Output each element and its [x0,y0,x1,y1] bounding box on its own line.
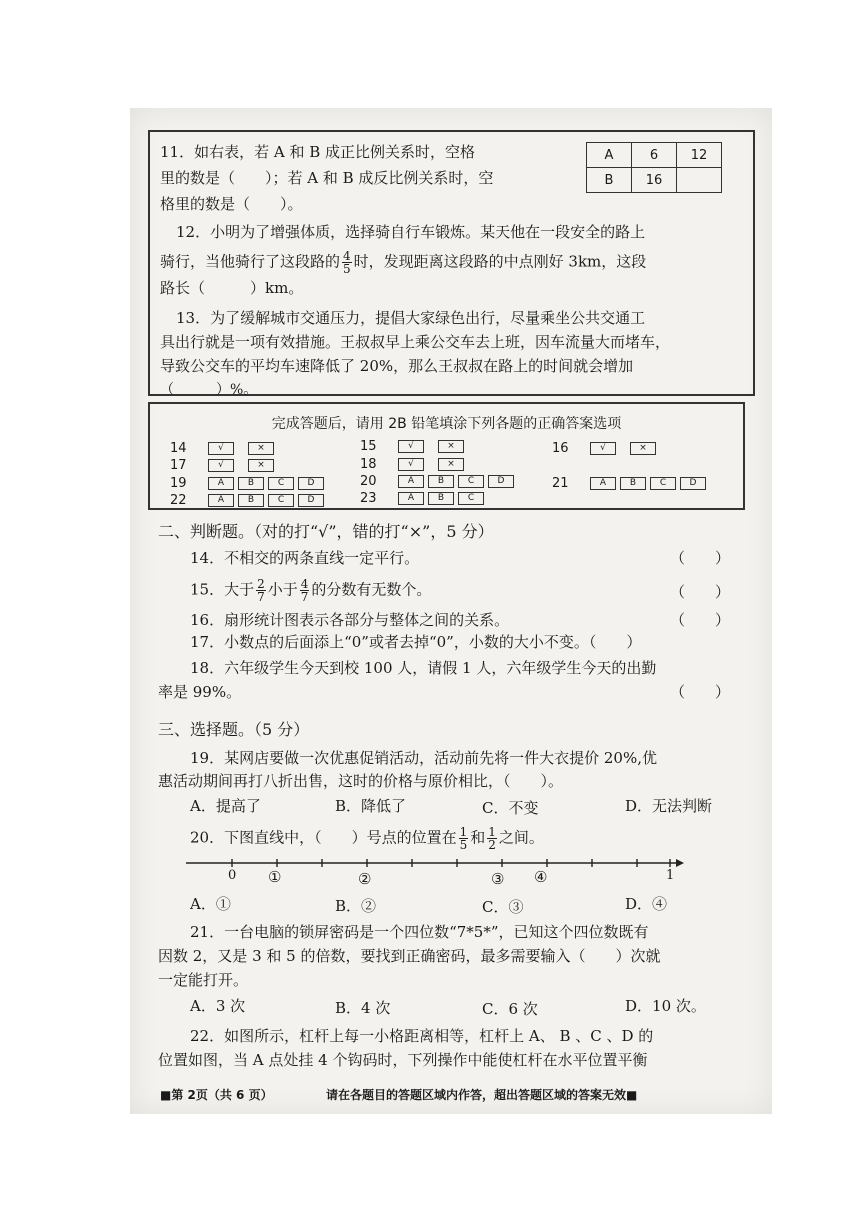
bubble-false[interactable]: × [438,440,464,453]
item-number: 14 [170,441,187,456]
q15-text-a: 15．大于 [190,580,255,599]
q15-answer-paren[interactable]: （ ） [670,583,731,601]
q20-option-d[interactable]: D．④ [625,895,668,913]
table-row [587,143,722,168]
q20-option-b[interactable]: B．② [335,897,377,915]
table-cell[interactable] [677,168,722,193]
section3-heading: 三、选择题。（5 分） [158,720,310,739]
bubble-a[interactable]: A [208,477,234,490]
bubble-a[interactable]: A [398,492,424,505]
table-cell: 12 [677,143,722,168]
q12-text-b: 时，发现距离这段路的中点刚好 3km，这段 [353,252,647,271]
point-3-label: ③ [491,870,505,888]
mc-item-20 [360,474,514,489]
number-line-label-start: 0 [228,868,237,883]
q13-line1: 13．为了缓解城市交通压力，提倡大家绿色出行，尽量乘坐公共交通工 [176,309,646,327]
q20-option-c[interactable]: C．③ [482,898,524,916]
q21-option-d[interactable]: D．10 次。 [625,997,706,1015]
frac-den: 2 [488,838,496,852]
frac-den: 5 [459,838,468,852]
q22-line1: 22．如图所示，杠杆上每一小格距离相等，杠杆上 A、 B 、C 、D 的 [190,1027,654,1045]
table-cell: A [587,143,632,168]
q21-line3: 一定能打开。 [158,971,249,989]
bubble-d[interactable]: D [488,475,514,488]
q21-option-a[interactable]: A．3 次 [190,997,246,1015]
frac-den: 5 [343,262,351,276]
bubble-d[interactable]: D [298,477,324,490]
footer-notice: 请在各题目的答题区域内作答，超出答题区域的答案无效■ [326,1088,638,1102]
q11-table [586,142,722,193]
table-cell: 16 [632,168,677,193]
number-line [186,856,686,886]
q13-line3: 导致公交车的平均车速降低了 20%，那么王叔叔在路上的时间就会增加 [160,357,634,375]
table-row [587,168,722,193]
q15-fraction-1 [256,578,266,603]
frac-den: 7 [300,590,309,604]
q20-fraction-1 [459,826,469,851]
q15-text-b: 小于 [267,580,298,599]
bubble-false[interactable]: × [630,442,656,455]
bubble-false[interactable]: × [248,459,274,472]
q11-line1: 11．如右表，若 A 和 B 成正比例关系时，空格 [160,143,476,161]
item-number: 17 [170,458,187,473]
q21-option-c[interactable]: C．6 次 [482,1000,538,1018]
bubble-true[interactable]: √ [208,459,234,472]
tf-item-15 [360,439,464,454]
tf-item-14 [170,441,274,456]
q12-text-a: 骑行，当他骑行了这段路的 [160,252,341,271]
bubble-a[interactable]: A [398,475,424,488]
point-1-label: ① [268,868,282,886]
tf-item-16 [552,441,656,456]
q19-line2: 惠活动期间再打八折出售，这时的价格与原价相比，（ ）。 [158,772,564,790]
mc-item-22 [170,493,324,508]
item-number: 19 [170,476,187,491]
q18-line2: 率是 99%。 [158,683,242,701]
bubble-true[interactable]: √ [398,458,424,471]
table-cell: B [587,168,632,193]
q11-line3: 格里的数是（ ）。 [160,195,303,213]
q20-fraction-2 [487,826,497,851]
bubble-d[interactable]: D [680,477,706,490]
q20-text-b: 和 [470,828,486,847]
item-number: 22 [170,493,187,508]
point-2-label: ② [358,870,372,888]
q21-line1: 21．一台电脑的锁屏密码是一个四位数“7*5*”，已知这个四位数既有 [190,923,649,941]
q12-line3: 路长（ ）km。 [160,279,304,297]
item-number: 23 [360,491,377,506]
q19-option-b[interactable]: B．降低了 [335,797,407,815]
mc-item-19 [170,476,324,491]
bubble-c[interactable]: C [650,477,676,490]
bubble-a[interactable]: A [590,477,616,490]
q18-line1: 18．六年级学生今天到校 100 人，请假 1 人，六年级学生今天的出勤 [190,659,657,677]
q14-answer-paren[interactable]: （ ） [670,549,731,567]
q14-text: 14．不相交的两条直线一定平行。 [190,549,420,567]
bubble-true[interactable]: √ [590,442,616,455]
answer-sheet-title: 完成答题后，请用 2B 铅笔填涂下列各题的正确答案选项 [271,416,622,432]
frac-num: 1 [488,825,496,839]
frac-num: 2 [257,577,265,591]
frac-num: 4 [343,249,351,263]
bubble-a[interactable]: A [208,494,234,507]
mc-item-21 [552,476,706,491]
q12-line2 [160,250,646,275]
q16-answer-paren[interactable]: （ ） [670,611,731,629]
q20-text-c: 之间。 [498,828,544,847]
mc-item-23 [360,491,484,506]
q15-text [190,578,431,603]
q21-option-b[interactable]: B．4 次 [335,999,391,1017]
tf-item-17 [170,458,274,473]
q22-line2: 位置如图，当 A 点处挂 4 个钩码时，下列操作中能使杠杆在水平位置平衡 [158,1051,648,1069]
frac-den: 7 [257,590,265,604]
frac-num: 1 [459,825,468,839]
q19-line1: 19．某网店要做一次优惠促销活动，活动前先将一件大衣提价 20%,优 [190,749,657,767]
bubble-b[interactable]: B [620,477,646,490]
bubble-true[interactable]: √ [208,442,234,455]
q19-option-c[interactable]: C．不变 [482,799,539,817]
q13-line2: 具出行就是一项有效措施。王叔叔早上乘公交车去上班，因车流量大而堵车， [160,333,671,351]
q18-answer-paren[interactable]: （ ） [670,683,731,701]
bubble-d[interactable]: D [298,494,324,507]
item-number: 18 [360,457,377,472]
q12-fraction [342,250,352,275]
number-line-arrow [676,859,684,867]
exam-page [130,108,772,1114]
answer-sheet [148,402,745,510]
item-number: 16 [552,441,569,456]
item-number: 21 [552,476,569,491]
q13-line4: （ ）%。 [160,382,258,398]
page-number: ■第 2页（共 6 页） [160,1088,273,1102]
q17-text: 17．小数点的后面添上“0”或者去掉“0”，小数的大小不变。（ ） [190,633,642,651]
bubble-c[interactable]: C [458,475,484,488]
q21-line2: 因数 2，又是 3 和 5 的倍数，要找到正确密码，最多需要输入（ ）次就 [158,947,661,965]
bubble-c[interactable]: C [268,477,294,490]
number-line-label-end: 1 [666,868,675,883]
bubble-b[interactable]: B [428,475,454,488]
bubble-b[interactable]: B [238,477,264,490]
item-number: 20 [360,474,377,489]
q15-text-c: 的分数有无数个。 [311,580,432,599]
q15-fraction-2 [300,578,310,603]
bubble-c[interactable]: C [268,494,294,507]
q19-option-a[interactable]: A．提高了 [190,797,261,815]
bubble-b[interactable]: B [238,494,264,507]
q16-text: 16．扇形统计图表示各部分与整体之间的关系。 [190,611,510,629]
tf-item-18 [360,457,464,472]
q20-text [190,826,544,851]
bubble-b[interactable]: B [428,492,454,505]
q11-line2: 里的数是（ ）；若 A 和 B 成反比例关系时，空 [160,169,494,187]
point-4-label: ④ [534,868,548,886]
frac-num: 4 [300,577,309,591]
q20-text-a: 20．下图直线中，（ ）号点的位置在 [190,828,457,847]
table-cell: 6 [632,143,677,168]
item-number: 15 [360,439,377,454]
section2-heading: 二、判断题。（对的打“√”，错的打“×”，5 分） [158,522,494,541]
bubble-true[interactable]: √ [398,440,424,453]
q12-line1: 12．小明为了增强体质，选择骑自行车锻炼。某天他在一段安全的路上 [176,223,646,241]
q20-option-a[interactable]: A．① [190,895,231,913]
q19-option-d[interactable]: D．无法判断 [625,797,713,815]
bubble-c[interactable]: C [458,492,484,505]
bubble-false[interactable]: × [248,442,274,455]
bubble-false[interactable]: × [438,458,464,471]
